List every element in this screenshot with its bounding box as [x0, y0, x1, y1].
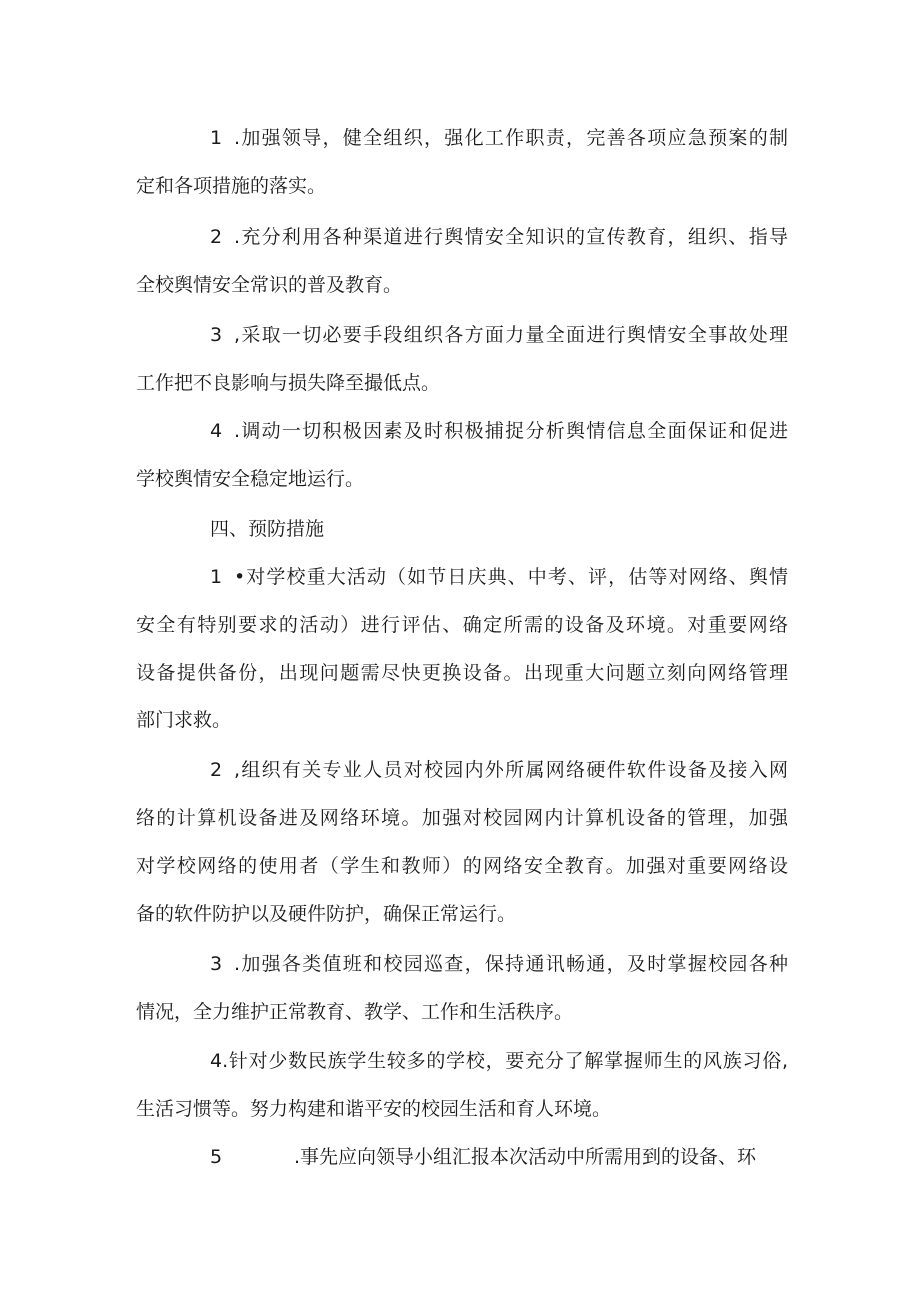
line-text: 络的计算机设备进及网络环境。加强对校园网内计算机设备的管理，加强	[136, 807, 788, 829]
paragraph-line	[136, 894, 788, 934]
line-text: 生活习惯等。努力构建和谐平安的校园生活和育人环境。	[136, 1098, 612, 1120]
line-text: 对学校网络的使用者（学生和教师）的网络安全教育。加强对重要网络设	[136, 855, 788, 877]
item-number: 3	[210, 324, 223, 346]
paragraph-line	[210, 557, 788, 597]
paragraph-line	[210, 411, 788, 451]
paragraph-line	[136, 363, 788, 403]
line-text: .事先应向领导小组汇报本次活动中所需用到的设备、环	[294, 1146, 757, 1168]
line-text: 部门求救。	[136, 709, 232, 731]
paragraph-line	[136, 846, 788, 886]
line-text: .调动一切积极因素及时积极捕捉分析舆情信息全面保证和促进	[234, 420, 788, 442]
line-text: ,组织有关专业人员对校园内外所属网络硬件软件设备及接入网	[234, 759, 788, 781]
paragraph-line	[136, 459, 788, 499]
line-text: 备的软件防护以及硬件防护，确保正常运行。	[136, 903, 517, 925]
paragraph-line	[136, 798, 788, 838]
line-text: 设备提供备份，出现问题需尽快更换设备。出现重大问题立刻向网络管理	[136, 662, 788, 684]
item-number: 1	[210, 566, 223, 588]
paragraph-line	[210, 750, 788, 790]
line-text: 工作把不良影响与损失降至撮低点。	[136, 372, 441, 394]
item-number: 4	[210, 420, 223, 442]
paragraph-line	[136, 992, 788, 1032]
item-number: 5	[210, 1146, 223, 1168]
paragraph-line	[210, 118, 788, 158]
paragraph-line	[136, 166, 788, 206]
line-text: ,采取一切必要手段组织各方面力量全面进行舆情安全事故处理	[234, 324, 788, 346]
line-text: •对学校重大活动（如节日庆典、中考、评，估等对网络、舆情	[234, 566, 788, 588]
section-heading: 四、预防措施	[210, 518, 325, 540]
line-text: .充分利用各种渠道进行舆情安全知识的宣传教育，组织、指导	[234, 226, 788, 248]
paragraph-line	[136, 1089, 788, 1129]
paragraph-line	[210, 944, 788, 984]
line-text: 全校舆情安全常识的普及教育。	[136, 274, 403, 296]
line-text: 安全有特别要求的活动）进行评估、确定所需的设备及环境。对重要网络	[136, 614, 788, 636]
paragraph-line	[210, 217, 788, 257]
paragraph-line	[210, 1137, 788, 1177]
line-text: 学校舆情安全稳定地运行。	[136, 468, 365, 490]
paragraph-line	[136, 265, 788, 305]
line-text: .加强各类值班和校园巡查，保持通讯畅通，及时掌握校园各种	[234, 953, 788, 975]
line-text: 情况，全力维护正常教育、教学、工作和生活秩序。	[136, 1001, 574, 1023]
paragraph-line	[136, 700, 788, 740]
line-text: .加强领导，健全组织，强化工作职责，完善各项应急预案的制	[234, 127, 788, 149]
item-number: 2	[210, 759, 223, 781]
item-number: 2	[210, 226, 223, 248]
item-number: 3	[210, 953, 223, 975]
item-number: 1	[210, 127, 223, 149]
paragraph-line	[136, 605, 788, 645]
line-text: 4.针对少数民族学生较多的学校，要充分了解掌握师生的风族习俗,	[210, 1050, 788, 1072]
paragraph-line	[136, 653, 788, 693]
paragraph-line	[210, 315, 788, 355]
paragraph-line	[210, 1041, 788, 1081]
line-text: 定和各项措施的落实。	[136, 175, 327, 197]
